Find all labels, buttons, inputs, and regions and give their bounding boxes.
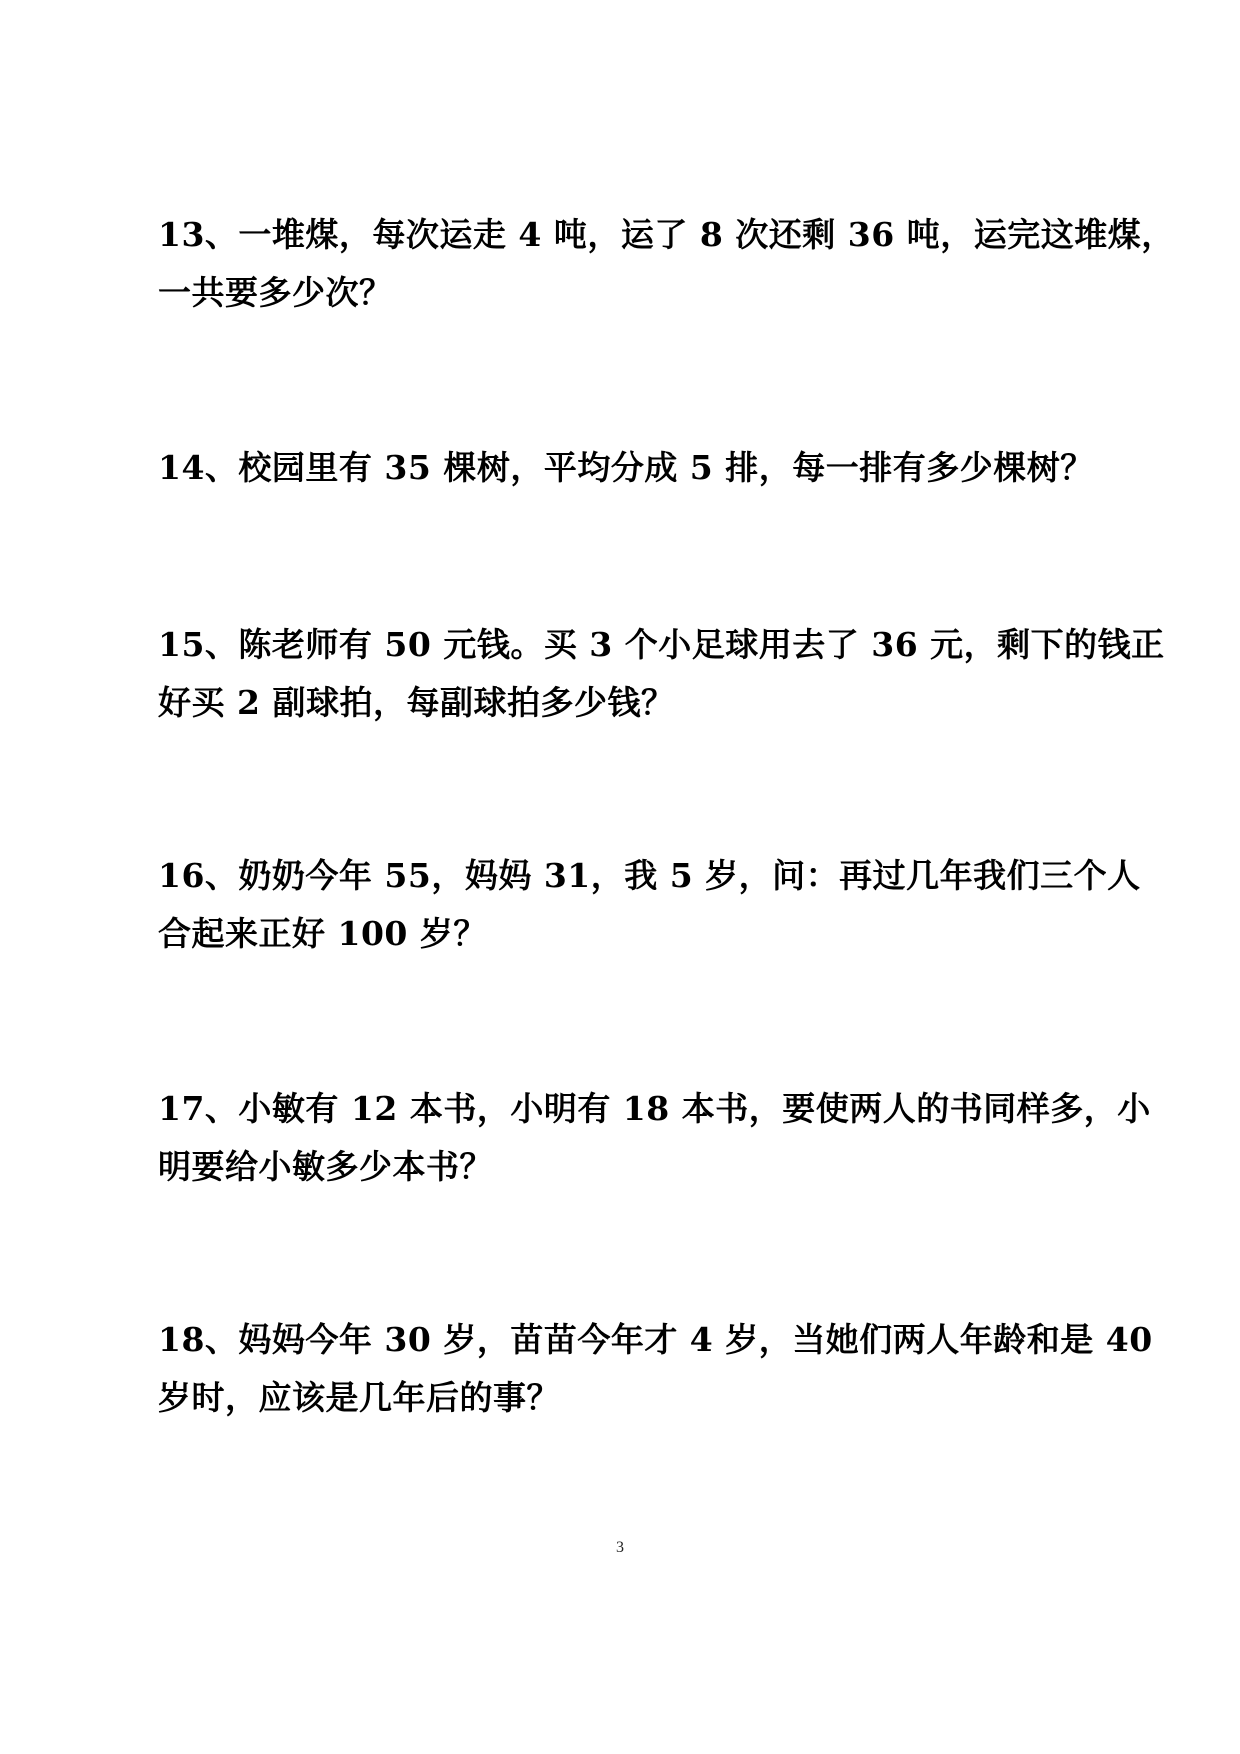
problem-15-line-2: 好买 2 副球拍，每副球拍多少钱？	[158, 683, 675, 722]
problem-15	[158, 616, 1165, 732]
page-number: 3	[616, 1539, 624, 1556]
problem-14-line-1: 14、校园里有 35 棵树，平均分成 5 排，每一排有多少棵树？	[158, 448, 1094, 487]
problem-17-line-2: 明要给小敏多少本书？	[158, 1147, 493, 1186]
problem-15-line-1: 15、陈老师有 50 元钱。买 3 个小足球用去了 36 元，剩下的钱正	[158, 625, 1165, 664]
problem-18-line-2: 岁时，应该是几年后的事？	[158, 1378, 560, 1417]
problem-17	[158, 1080, 1151, 1196]
problem-13-line-2: 一共要多少次？	[158, 273, 393, 312]
problem-13-line-1: 13、一堆煤，每次运走 4 吨，运了 8 次还剩 36 吨，运完这堆煤，	[158, 215, 1175, 254]
problem-13	[158, 206, 1175, 322]
problem-16-line-2: 合起来正好 100 岁？	[158, 914, 487, 953]
problem-17-line-1: 17、小敏有 12 本书，小明有 18 本书，要使两人的书同样多，小	[158, 1089, 1151, 1128]
problem-18	[158, 1311, 1153, 1427]
problem-16-line-1: 16、奶奶今年 55，妈妈 31，我 5 岁，问：再过几年我们三个人	[158, 856, 1141, 895]
problem-14	[158, 439, 1093, 497]
problem-16	[158, 847, 1141, 963]
problem-18-line-1: 18、妈妈今年 30 岁，苗苗今年才 4 岁，当她们两人年龄和是 40	[158, 1320, 1153, 1359]
